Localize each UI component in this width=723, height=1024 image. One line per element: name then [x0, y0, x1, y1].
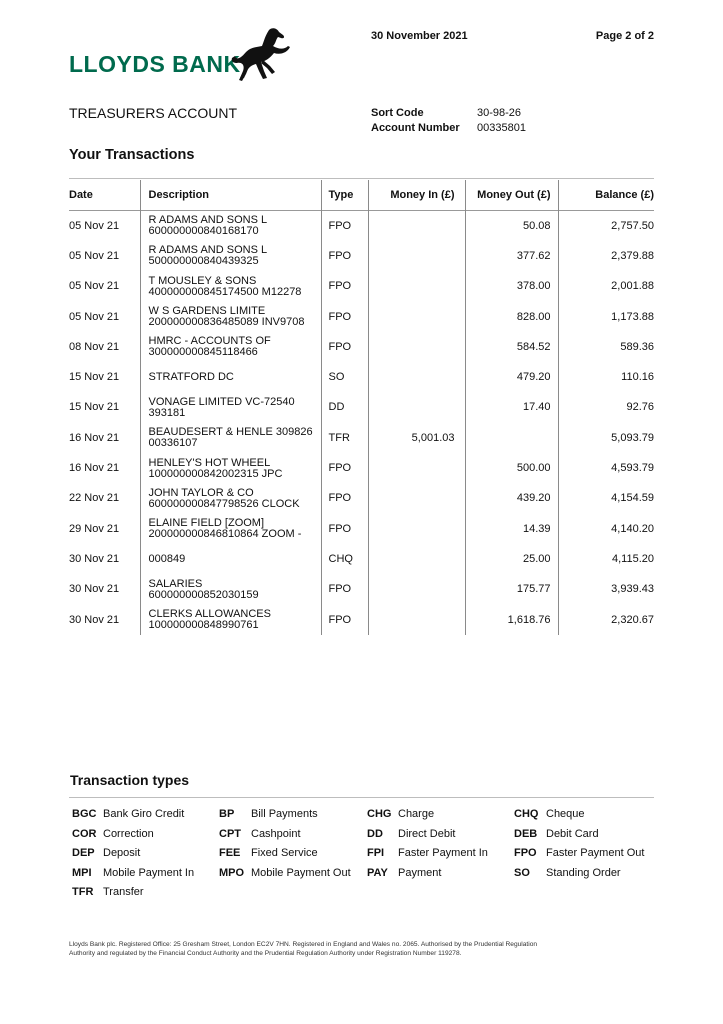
cell-money-out	[465, 362, 558, 392]
cell-description	[140, 211, 321, 242]
cell-balance	[558, 575, 654, 605]
cell-balance-text: 2,320.67	[611, 613, 654, 626]
cell-description-line-1: R ADAMS AND SONS L	[148, 214, 268, 227]
cell-description	[140, 453, 321, 483]
cell-date	[69, 211, 140, 242]
transaction-type-code: FEE	[219, 847, 241, 859]
transaction-type-label: Fixed Service	[251, 847, 318, 859]
cell-money-in	[368, 453, 465, 483]
cell-balance-text: 3,939.43	[611, 583, 654, 596]
cell-type-text: CHQ	[328, 552, 353, 565]
cell-description-line-2: 500000000840439325	[148, 255, 259, 268]
cell-description-line-2: 00336107	[148, 437, 198, 450]
account-number-label: Account Number	[371, 122, 460, 134]
divider	[69, 797, 654, 798]
transaction-type-item	[72, 808, 184, 820]
table-row	[69, 605, 654, 635]
cell-description	[140, 332, 321, 362]
transaction-type-item	[219, 867, 351, 879]
col-date: Date	[69, 189, 93, 201]
cell-money-out-text: 828.00	[516, 310, 551, 323]
transaction-type-label: Standing Order	[546, 866, 621, 879]
cell-type-text: DD	[328, 401, 345, 414]
cell-description-line-1: HENLEY'S HOT WHEEL	[148, 456, 271, 469]
cell-balance-text: 2,379.88	[611, 249, 654, 262]
cell-money-out	[465, 514, 558, 544]
cell-description-line-1: T MOUSLEY & SONS	[148, 274, 257, 287]
col-money-out: Money Out (£)	[465, 180, 558, 211]
transaction-type-label: Cheque	[546, 808, 585, 820]
cell-date	[69, 514, 140, 544]
transaction-type-item	[72, 847, 140, 859]
cell-money-out	[465, 272, 558, 302]
cell-money-out	[465, 544, 558, 574]
cell-date	[69, 453, 140, 483]
cell-balance	[558, 241, 654, 271]
cell-balance-text: 2,757.50	[611, 219, 654, 232]
table-row	[69, 514, 654, 544]
cell-type-text: TFR	[328, 431, 350, 444]
table-row	[69, 302, 654, 332]
statement-date: 30 November 2021	[371, 30, 468, 42]
cell-type-text: FPO	[328, 462, 352, 475]
transaction-type-code: PAY	[367, 866, 388, 879]
cell-description-line-1: ELAINE FIELD [ZOOM]	[148, 517, 265, 530]
cell-date	[69, 393, 140, 423]
transaction-type-code: BGC	[72, 808, 97, 820]
transaction-type-code: SO	[514, 866, 530, 879]
cell-date	[69, 544, 140, 574]
cell-type-text: FPO	[328, 280, 352, 293]
cell-description-line-2: 200000000846810864 ZOOM -	[148, 528, 302, 541]
cell-type-text: FPO	[328, 219, 352, 232]
cell-money-out-text: 25.00	[522, 552, 551, 565]
cell-date	[69, 241, 140, 271]
transaction-type-item	[367, 808, 434, 820]
transaction-type-label: Charge	[398, 808, 435, 820]
transaction-type-item	[514, 867, 621, 879]
cell-type-text: FPO	[328, 613, 352, 626]
sort-code-value: 30-98-26	[477, 107, 522, 119]
transaction-type-label: Correction	[103, 827, 154, 840]
cell-money-out	[465, 332, 558, 362]
cell-date	[69, 605, 140, 635]
cell-balance-text: 5,093.79	[611, 431, 654, 444]
cell-description-line-2: 600000000840168170	[148, 225, 259, 238]
col-description: Description	[140, 180, 321, 211]
cell-money-out-text: 439.20	[516, 492, 551, 505]
transaction-type-label: Debit Card	[546, 827, 599, 840]
cell-balance-text: 4,115.20	[611, 552, 654, 565]
cell-description	[140, 575, 321, 605]
table-row	[69, 332, 654, 362]
cell-description-line-2: 100000000842002315 JPC	[148, 467, 283, 480]
transaction-type-code: COR	[72, 827, 97, 840]
table-row	[69, 241, 654, 271]
cell-description	[140, 393, 321, 423]
cell-date	[69, 332, 140, 362]
cell-balance	[558, 514, 654, 544]
cell-balance	[558, 272, 654, 302]
cell-date	[69, 272, 140, 302]
cell-date-text: 15 Nov 21	[69, 371, 120, 384]
cell-type	[321, 423, 368, 453]
transaction-type-code: CHG	[367, 808, 392, 820]
cell-date-text: 29 Nov 21	[69, 522, 120, 535]
cell-description-line-1: VONAGE LIMITED VC-72540	[148, 395, 295, 408]
cell-date-text: 16 Nov 21	[69, 462, 120, 475]
cell-money-out-text: 50.08	[522, 219, 551, 232]
table-header-row	[69, 180, 654, 211]
cell-date-text: 08 Nov 21	[69, 340, 120, 353]
transaction-type-label: Transfer	[103, 886, 144, 898]
table-row	[69, 423, 654, 453]
col-balance: Balance (£)	[558, 180, 654, 211]
transaction-type-code: TFR	[72, 886, 94, 898]
cell-balance	[558, 393, 654, 423]
cell-type	[321, 211, 368, 242]
cell-date-text: 22 Nov 21	[69, 492, 120, 505]
cell-description-line-2: 600000000852030159	[148, 588, 259, 601]
table-row	[69, 544, 654, 574]
cell-money-out-text: 17.40	[522, 401, 551, 414]
cell-money-out	[465, 453, 558, 483]
transaction-type-item	[72, 828, 154, 840]
cell-description-line-1: JOHN TAYLOR & CO	[148, 486, 254, 499]
cell-balance-text: 1,173.88	[611, 310, 654, 323]
cell-money-in	[368, 302, 465, 332]
transaction-type-item	[367, 867, 441, 879]
cell-type-text: FPO	[328, 310, 352, 323]
cell-money-in	[368, 544, 465, 574]
cell-money-out-text: 175.77	[516, 583, 551, 596]
cell-date	[69, 302, 140, 332]
cell-description	[140, 544, 321, 574]
cell-date-text: 05 Nov 21	[69, 219, 120, 232]
cell-balance-text: 92.76	[626, 401, 654, 414]
cell-balance	[558, 544, 654, 574]
transaction-type-code: DD	[367, 827, 383, 840]
transaction-type-code: DEP	[72, 847, 95, 859]
cell-balance	[558, 605, 654, 635]
cell-money-out-text: 584.52	[516, 340, 551, 353]
cell-money-out-text: 14.39	[522, 522, 551, 535]
cell-money-in	[368, 272, 465, 302]
cell-type-text: SO	[328, 371, 345, 384]
divider	[69, 178, 654, 179]
cell-type-text: FPO	[328, 492, 352, 505]
cell-type-text: FPO	[328, 583, 352, 596]
transaction-type-item	[72, 867, 194, 879]
transaction-type-label: Faster Payment Out	[546, 847, 645, 859]
transaction-type-label: Deposit	[103, 847, 141, 859]
cell-money-out	[465, 302, 558, 332]
transactions-table	[69, 180, 654, 635]
footer-legal-text: Lloyds Bank plc. Registered Office: 25 Gresham Street, London EC2V 7HN. Registered in England and Wales no. 2065. Authorised by the Prudential Regulation Authority and regulated by the Financial Conduct Authority and the Prudential Regulation Authority under Registration Number 119278.	[69, 941, 538, 957]
transaction-type-item	[514, 847, 644, 859]
cell-balance	[558, 302, 654, 332]
cell-date	[69, 362, 140, 392]
cell-date-text: 16 Nov 21	[69, 431, 120, 444]
cell-balance	[558, 423, 654, 453]
cell-description	[140, 272, 321, 302]
cell-balance	[558, 211, 654, 242]
cell-date	[69, 575, 140, 605]
cell-type	[321, 605, 368, 635]
table-row	[69, 453, 654, 483]
cell-type-text: FPO	[328, 249, 352, 262]
cell-type-text: FPO	[328, 340, 352, 353]
transaction-type-code: FPO	[514, 847, 537, 859]
transaction-type-item	[367, 828, 455, 840]
transaction-type-code: DEB	[514, 827, 538, 840]
cell-type	[321, 362, 368, 392]
cell-balance-text: 2,001.88	[611, 280, 654, 293]
transaction-type-label: Payment	[398, 866, 442, 879]
cell-money-out	[465, 484, 558, 514]
transaction-type-item	[219, 847, 318, 859]
cell-type	[321, 393, 368, 423]
cell-type	[321, 302, 368, 332]
table-row	[69, 272, 654, 302]
transaction-type-code: MPO	[219, 866, 245, 879]
table-row	[69, 575, 654, 605]
cell-description	[140, 605, 321, 635]
cell-date-text: 05 Nov 21	[69, 310, 120, 323]
cell-money-out-text: 377.62	[516, 249, 551, 262]
transaction-type-item	[72, 886, 144, 898]
cell-description-line-1: W S GARDENS LIMITE	[148, 305, 266, 318]
cell-description-line-2: 400000000845174500 M12278	[148, 285, 302, 298]
cell-money-out	[465, 211, 558, 242]
cell-type	[321, 272, 368, 302]
account-name: TREASURERS ACCOUNT	[69, 105, 238, 121]
cell-description	[140, 484, 321, 514]
cell-description	[140, 362, 321, 392]
cell-money-in	[368, 605, 465, 635]
col-type: Type	[321, 180, 368, 211]
cell-money-in	[368, 241, 465, 271]
cell-balance-text: 4,154.59	[611, 492, 654, 505]
cell-money-out	[465, 241, 558, 271]
table-row	[69, 362, 654, 392]
cell-money-in	[368, 362, 465, 392]
cell-description-line-2: 393181	[148, 406, 186, 419]
cell-date-text: 05 Nov 21	[69, 249, 120, 262]
cell-type	[321, 332, 368, 362]
cell-money-out	[465, 393, 558, 423]
cell-money-in	[368, 211, 465, 242]
transaction-type-item	[514, 808, 585, 820]
cell-description	[140, 241, 321, 271]
cell-date-text: 30 Nov 21	[69, 552, 120, 565]
cell-description-line-2: 600000000847798526 CLOCK	[148, 497, 300, 510]
sort-code-label: Sort Code	[371, 107, 424, 119]
cell-money-out	[465, 423, 558, 453]
transaction-type-item	[219, 808, 318, 820]
bank-name: LLOYDS BANK	[69, 51, 241, 77]
cell-balance-text: 4,140.20	[611, 522, 654, 535]
cell-type	[321, 514, 368, 544]
page-number: Page 2 of 2	[595, 30, 654, 42]
cell-description-line-1: SALARIES	[148, 577, 203, 590]
table-row	[69, 484, 654, 514]
black-horse-icon	[228, 26, 292, 82]
transaction-type-label: Bill Payments	[251, 808, 318, 820]
cell-date-text: 05 Nov 21	[69, 280, 120, 293]
cell-date-text: 30 Nov 21	[69, 583, 120, 596]
cell-type	[321, 544, 368, 574]
cell-balance	[558, 362, 654, 392]
cell-type	[321, 241, 368, 271]
cell-balance	[558, 484, 654, 514]
cell-description-text: 000849	[148, 552, 186, 565]
cell-description-line-1: HMRC - ACCOUNTS OF	[148, 335, 271, 348]
cell-money-in	[368, 393, 465, 423]
cell-money-out-text: 1,618.76	[507, 613, 551, 626]
cell-type	[321, 484, 368, 514]
cell-money-out-text: 500.00	[516, 462, 551, 475]
cell-description-line-1: BEAUDESERT & HENLE 309826	[148, 426, 313, 439]
cell-money-in-text: 5,001.03	[411, 431, 455, 444]
col-money-in: Money In (£)	[368, 180, 465, 211]
transaction-type-label: Mobile Payment In	[103, 866, 195, 879]
cell-description	[140, 423, 321, 453]
transaction-type-code: CPT	[219, 827, 241, 840]
transaction-type-item	[219, 828, 301, 840]
cell-description	[140, 302, 321, 332]
cell-balance	[558, 453, 654, 483]
cell-date	[69, 484, 140, 514]
cell-date-text: 15 Nov 21	[69, 401, 120, 414]
cell-description	[140, 514, 321, 544]
transaction-type-code: BP	[219, 808, 235, 820]
cell-description-line-1: CLERKS ALLOWANCES	[148, 608, 271, 620]
transaction-type-label: Bank Giro Credit	[103, 808, 185, 820]
transaction-type-code: FPI	[367, 847, 385, 859]
cell-money-out-text: 378.00	[516, 280, 551, 293]
cell-type	[321, 575, 368, 605]
cell-description-line-2: 100000000848990761	[148, 619, 259, 631]
cell-money-in	[368, 423, 465, 453]
cell-money-in	[368, 575, 465, 605]
cell-type	[321, 453, 368, 483]
transaction-type-item	[367, 847, 488, 859]
account-number-value: 00335801	[477, 122, 526, 134]
transaction-type-label: Faster Payment In	[398, 847, 488, 859]
cell-money-out	[465, 575, 558, 605]
cell-balance-text: 4,593.79	[611, 462, 654, 475]
cell-description-line-2: 200000000836485089 INV9708	[148, 316, 305, 329]
cell-description-line-1: R ADAMS AND SONS L	[148, 244, 268, 257]
transaction-type-label: Mobile Payment Out	[251, 866, 351, 879]
transaction-types-title: Transaction types	[70, 772, 190, 788]
transaction-type-label: Cashpoint	[251, 827, 301, 840]
cell-date-text: 30 Nov 21	[69, 613, 120, 626]
transaction-type-label: Direct Debit	[398, 827, 456, 840]
table-row	[69, 393, 654, 423]
cell-balance-text: 589.36	[620, 340, 654, 353]
cell-description-line-2: 300000000845118466	[148, 346, 258, 359]
transaction-type-code: CHQ	[514, 808, 539, 820]
transaction-type-item	[514, 828, 599, 840]
transactions-title: Your Transactions	[69, 147, 195, 163]
cell-money-in	[368, 514, 465, 544]
cell-type-text: FPO	[328, 522, 352, 535]
cell-description-text: STRATFORD DC	[148, 371, 234, 384]
cell-date	[69, 423, 140, 453]
cell-balance	[558, 332, 654, 362]
cell-balance-text: 110.16	[621, 371, 654, 384]
table-row	[69, 211, 654, 242]
cell-money-out-text: 479.20	[516, 371, 551, 384]
cell-money-in	[368, 332, 465, 362]
transaction-type-code: MPI	[72, 866, 92, 879]
cell-money-out	[465, 605, 558, 635]
cell-money-in	[368, 484, 465, 514]
